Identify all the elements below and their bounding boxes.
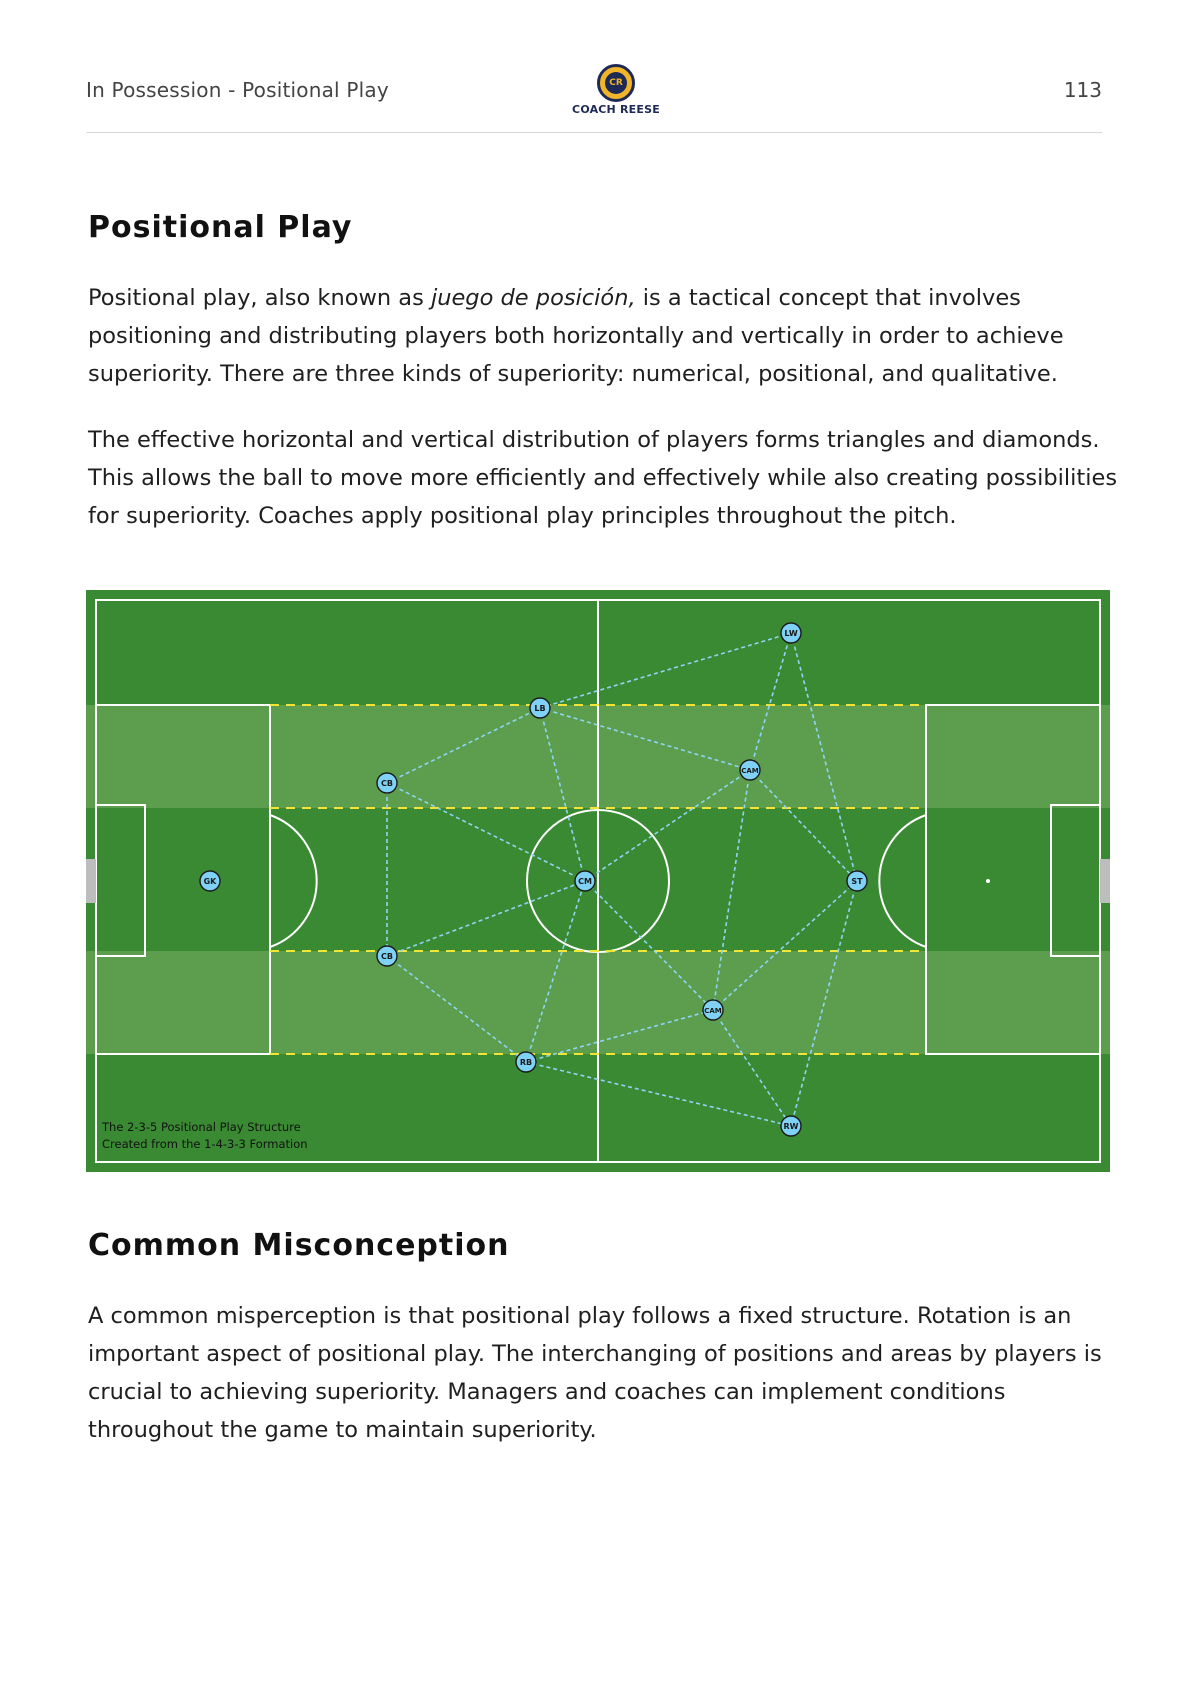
right-goal [1100, 859, 1110, 903]
penalty-spot [986, 879, 990, 883]
player-cm [575, 871, 595, 891]
intro-italic-term: juego de posición, [430, 285, 636, 311]
player-gk [200, 871, 220, 891]
positional-play-diagram [86, 590, 1110, 1172]
player-label: GK [203, 877, 217, 886]
paragraph-distribution: The effective horizontal and vertical distribution of players forms triangles and diamonds. This allows the ball to move more efficiently and effectively while also creating possibilities for superiority. Coaches apply positional play principles throughout the pitch. [88, 427, 1118, 529]
player-label: CB [381, 952, 393, 961]
player-cam1 [740, 760, 760, 780]
paragraph-intro [88, 279, 1118, 393]
player-st [847, 871, 867, 891]
heading-common-misconception: Common Misconception [88, 1228, 510, 1263]
player-label: RW [783, 1122, 799, 1131]
player-label: ST [851, 877, 863, 886]
player-cb1 [377, 773, 397, 793]
paragraph-misconception: A common misperception is that positional play follows a fixed structure. Rotation is an important aspect of positional play. The interchanging of positions and areas by players is crucial to achieving superiority. Managers and coaches can implement conditions throughout the game to maintain superiority. [88, 1303, 1102, 1443]
player-cam2 [703, 1000, 723, 1020]
coach-reese-logo [556, 64, 676, 116]
player-lw [781, 623, 801, 643]
player-lb [530, 698, 550, 718]
page-number: 113 [1063, 78, 1102, 102]
logo-text: COACH REESE [572, 103, 660, 116]
player-label: CB [381, 779, 393, 788]
intro-text-end: is a tactical concept that involves positioning and distributing players both horizontally and vertically in order to achieve superiority. There are three kinds of superiority: numerical, positional, and qualitative. [88, 285, 1064, 387]
player-cb2 [377, 946, 397, 966]
logo-ball-icon [597, 64, 635, 102]
heading-positional-play: Positional Play [88, 210, 353, 245]
player-label: CAM [704, 1007, 722, 1015]
diagram-caption-line2: Created from the 1-4-3-3 Formation [102, 1137, 308, 1151]
player-label: CAM [741, 767, 759, 775]
player-rw [781, 1116, 801, 1136]
player-label: LW [784, 629, 798, 638]
logo-initials: CR [605, 72, 627, 94]
diagram-caption-line1: The 2-3-5 Positional Play Structure [102, 1120, 301, 1134]
player-label: LB [534, 704, 546, 713]
page-header [86, 70, 1102, 133]
intro-text-start: Positional play, also known as [88, 285, 431, 311]
left-goal [86, 859, 96, 903]
player-rb [516, 1052, 536, 1072]
section-title: In Possession - Positional Play [86, 78, 389, 102]
player-label: CM [578, 877, 592, 886]
player-label: RB [519, 1058, 533, 1067]
